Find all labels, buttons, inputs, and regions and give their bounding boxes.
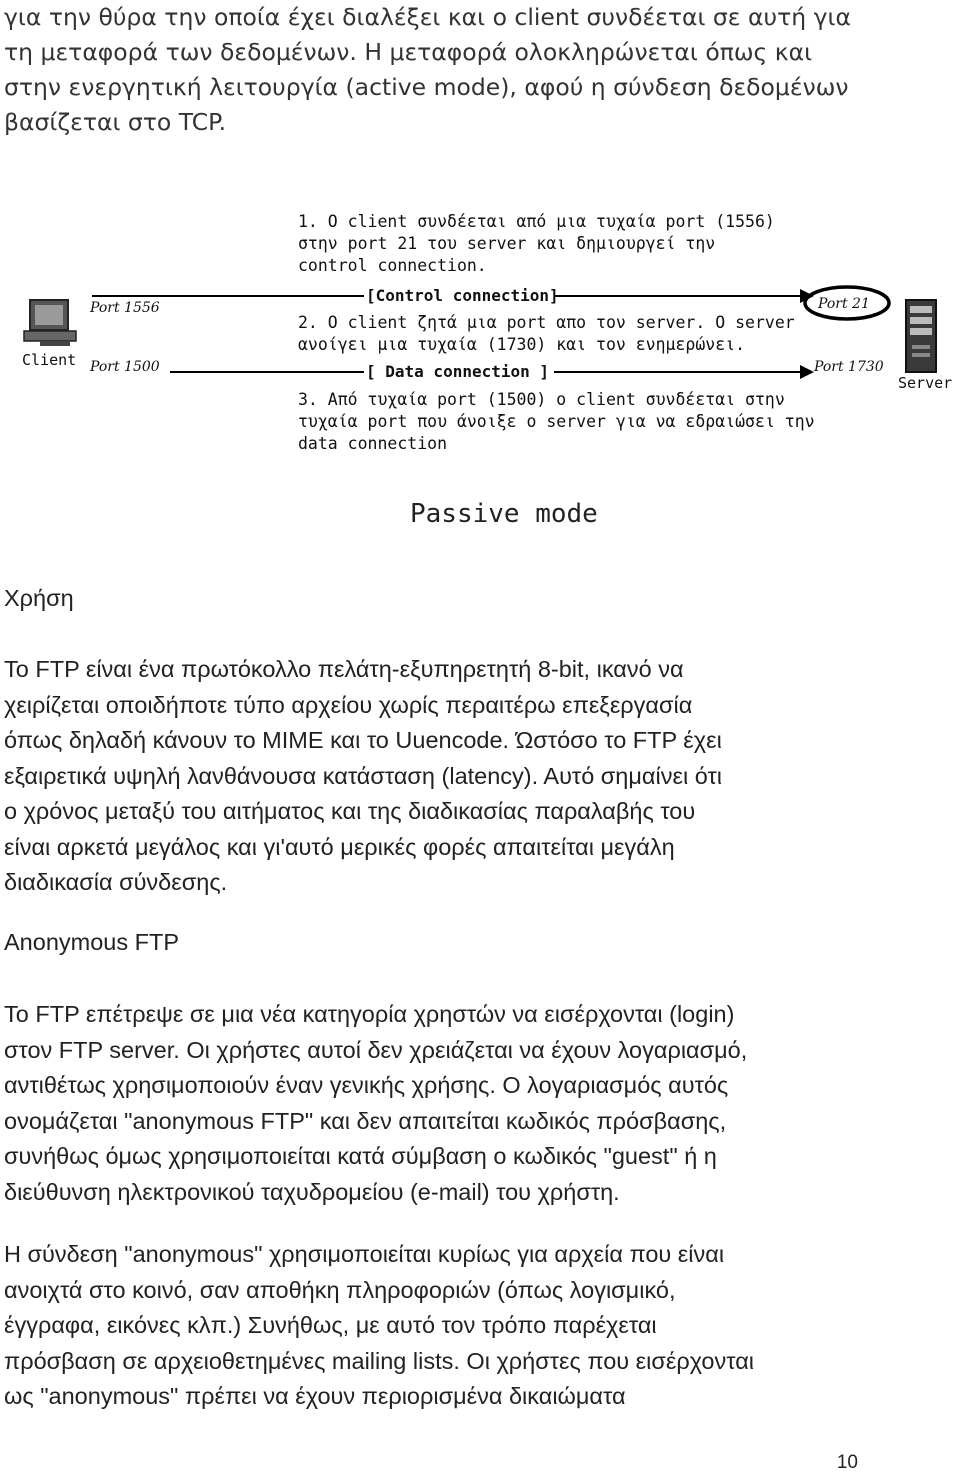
text-line: ανοιχτά στο κοινό, σαν αποθήκη πληροφοριών (όπως λογισμικό, — [4, 1276, 676, 1303]
text-line: διεύθυνση ηλεκτρονικού ταχυδρομείου (e-mail) του χρήστη. — [4, 1178, 620, 1205]
text-line: για την θύρα την οποία έχει διαλέξει και ο client συνδέεται σε αυτή για — [4, 3, 851, 31]
anonymous-paragraph-2 — [4, 1237, 954, 1415]
text-line: βασίζεται στο TCP. — [4, 108, 227, 136]
arrowhead-icon — [800, 365, 814, 379]
server-tower-icon — [906, 300, 936, 372]
diagram-title: Passive mode — [410, 499, 598, 529]
step3-line: 3. Από τυχαία port (1500) ο client συνδέεται στην — [298, 390, 785, 409]
text-line: πρόσβαση σε αρχειοθετημένες mailing lists. Οι χρήστες που εισέρχονται — [4, 1347, 755, 1374]
step1-line: 1. O client συνδέεται από μια τυχαία port (1556) — [298, 212, 775, 231]
text-line: Η σύνδεση "anonymous" χρησιμοποιείται κυρίως για αρχεία που είναι — [4, 1241, 725, 1267]
text-line: ονομάζεται "anonymous FTP" και δεν απαιτείται κωδικός πρόσβασης, — [4, 1107, 727, 1134]
text-line: Το FTP επέτρεψε σε μια νέα κατηγορία χρηστών να εισέρχονται (login) — [4, 1001, 735, 1027]
anonymous-paragraph-1 — [4, 997, 954, 1210]
text-line: διαδικασία σύνδεσης. — [4, 869, 228, 895]
passive-mode-diagram — [0, 185, 960, 545]
step3-line: data connection — [298, 434, 448, 453]
text-line: στον FTP server. Οι χρήστες αυτοί δεν χρειάζεται να έχουν λογαριασμό, — [4, 1036, 748, 1063]
text-line: αντιθέτως χρησιμοποιούν έναν γενικής χρήσης. Ο λογαριασμός αυτός — [4, 1072, 729, 1098]
server-port-top-label: Port 21 — [818, 296, 870, 312]
page-number: 10 — [836, 1452, 858, 1473]
text-line: είναι αρκετά μεγάλος και γι'αυτό μερικές φορές απαιτείται μεγάλη — [4, 833, 675, 860]
text-line: ο χρόνος μεταξύ του αιτήματος και της διαδικασίας παραλαβής του — [4, 798, 696, 824]
step1-line: στην port 21 του server και δημιουργεί την — [298, 234, 716, 253]
client-label: Client — [22, 351, 77, 369]
server-port-bottom-label: Port 1730 — [814, 359, 884, 375]
step2-line: ανοίγει μια τυχαία (1730) και τον ενημερώνει. — [298, 335, 746, 354]
text-line: χειρίζεται οποιδήποτε τύπο αρχείου χωρίς περαιτέρω επεξεργασία — [4, 691, 693, 718]
text-line: εξαιρετικά υψηλή λανθάνουσα κατάσταση (latency). Αυτό σημαίνει ότι — [4, 762, 722, 789]
step1-line: control connection. — [298, 256, 487, 275]
step3-line: τυχαία port που άνοιξε ο server για να εδραιώσει την — [298, 412, 815, 431]
server-label: Server — [898, 374, 953, 392]
text-line: τη μεταφορά των δεδομένων. Η μεταφορά ολοκληρώνεται όπως και — [4, 38, 813, 66]
text-line: ως "anonymous" πρέπει να έχουν περιορισμένα δικαιώματα — [4, 1383, 626, 1409]
text-line: έγγραφα, εικόνες κλπ.) Συνήθως, με αυτό τον τρόπο παρέχεται — [4, 1312, 657, 1338]
client-port-top-label: Port 1556 — [90, 300, 160, 316]
step2-line: 2. O client ζητά μια port απο τον server. O server — [298, 313, 795, 332]
usage-heading: Χρήση — [4, 585, 74, 611]
anonymous-ftp-heading: Anonymous FTP — [4, 929, 180, 955]
text-line: Το FTP είναι ένα πρωτόκολλο πελάτη-εξυπηρετητή 8-bit, ικανό να — [4, 656, 684, 682]
client-computer-icon — [24, 300, 76, 346]
usage-paragraph — [4, 652, 954, 901]
text-line: συνήθως όμως χρησιμοποιείται κατά σύμβαση ο κωδικός "guest" ή η — [4, 1143, 717, 1169]
diagram-svg — [0, 185, 960, 545]
control-connection-label: [Control connection] — [366, 286, 559, 305]
intro-paragraph — [4, 0, 954, 140]
text-line: στην ενεργητική λειτουργία (active mode), αφού η σύνδεση δεδομένων — [4, 73, 849, 101]
client-port-bottom-label: Port 1500 — [90, 359, 160, 375]
data-connection-label: [ Data connection ] — [366, 362, 550, 381]
text-line: όπως δηλαδή κάνουν το MIME και το Uuencode. Ώστόσο το FTP έχει — [4, 727, 722, 753]
